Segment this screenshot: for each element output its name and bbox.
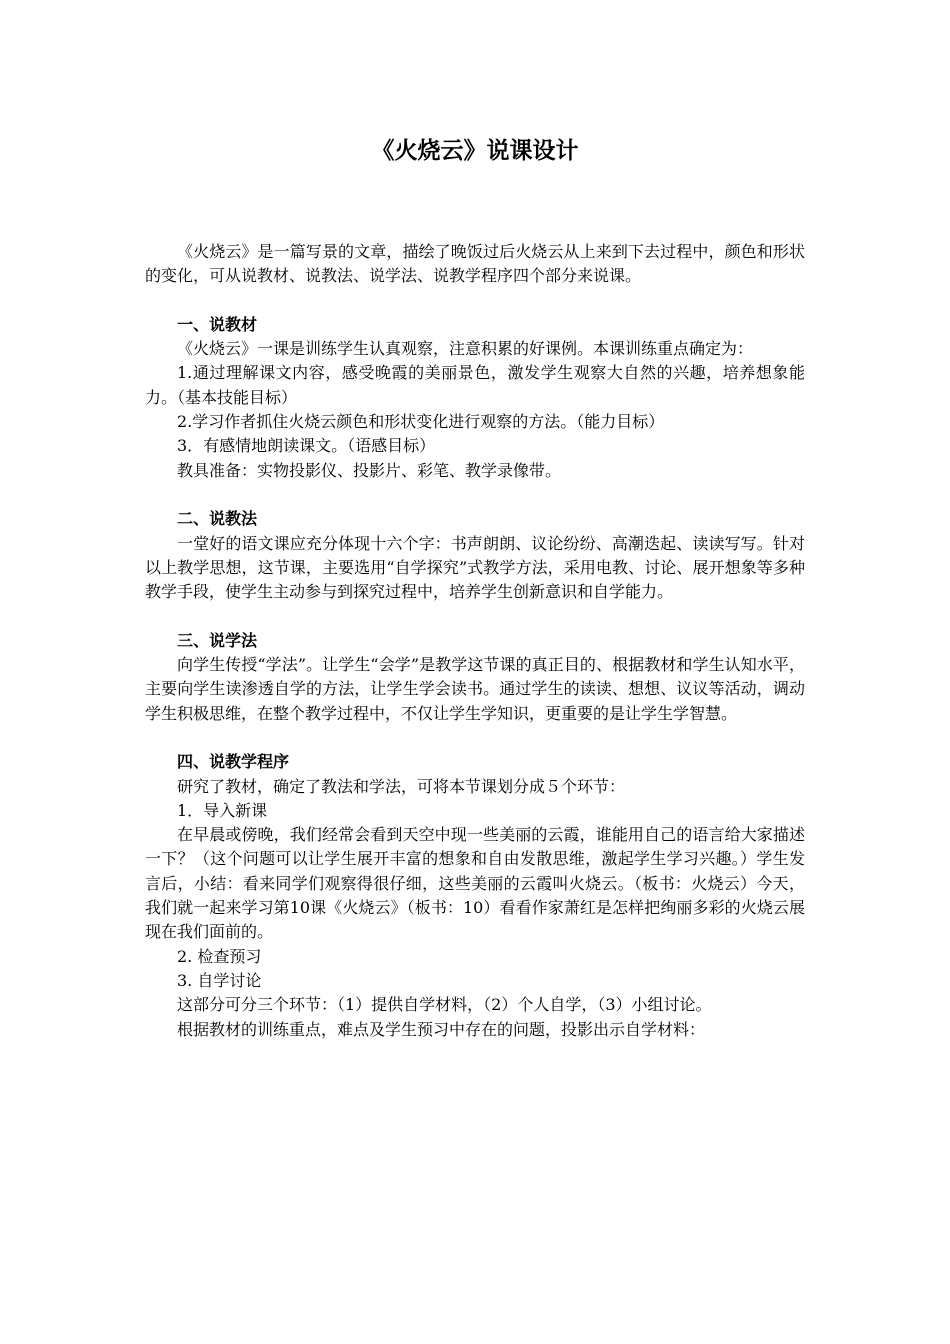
paragraph: 3．有感情地朗读课文。（语感目标） <box>177 436 436 456</box>
paragraph: 2.学习作者抓住火烧云颜色和形状变化进行观察的方法。（能力目标） <box>177 412 665 432</box>
section-heading-textbook: 一、说教材 <box>177 314 258 334</box>
section-heading-teaching-method: 二、说教法 <box>177 509 258 529</box>
paragraph: 研究了教材，确定了教法和学法，可将本节课划分成５个环节： <box>177 776 626 796</box>
section-heading-procedure: 四、说教学程序 <box>177 752 290 772</box>
paragraph: 在早晨或傍晚，我们经常会看到天空中现一些美丽的云霞，谁能用自己的语言给大家描述一下？（这个问题可以让学生展开丰富的想象和自由发散思维，激起学生学习兴趣。）学生发言后，小结：看来同学们观察得很仔细，这些美丽的云霞叫火烧云。（板书：火烧云）今天，我们就一起来学习第10课《火烧云》（板书：10）看看作家萧红是怎样把绚丽多彩的火烧云展现在我们面前的。 <box>145 825 805 942</box>
paragraph: 1.通过理解课文内容，感受晚霞的美丽景色，激发学生观察大自然的兴趣，培养想象能力。（基本技能目标） <box>145 363 805 407</box>
paragraph: 1．导入新课 <box>177 800 268 820</box>
document-title: 《火烧云》说课设计 <box>371 138 579 164</box>
spacer <box>145 604 805 628</box>
spacer <box>145 726 805 750</box>
paragraph: 《火烧云》一课是训练学生认真观察，注意积累的好课例。本课训练重点确定为： <box>177 339 754 359</box>
paragraph: 一堂好的语文课应充分体现十六个字：书声朗朗、议论纷纷、高潮迭起、读读写写。针对以上教学思想，这节课，主要选用“自学探究”式教学方法，采用电教、讨论、展开想象等多种教学手段，使学生主动参与到探究过程中，培养学生创新意识和自学能力。 <box>145 533 805 602</box>
paragraph: 根据教材的训练重点，难点及学生预习中存在的问题，投影出示自学材料： <box>177 1019 706 1039</box>
spacer <box>145 289 805 313</box>
section-heading-learning-method: 三、说学法 <box>177 630 258 650</box>
paragraph: 2. 检查预习 <box>177 946 262 966</box>
paragraph: 这部分可分三个环节：（1）提供自学材料，（2）个人自学，（3）小组讨论。 <box>177 995 712 1015</box>
spacer <box>145 483 805 507</box>
paragraph: 向学生传授“学法”。让学生“会学”是教学这节课的真正目的、根据教材和学生认知水平，主要向学生读渗透自学的方法，让学生学会读书。通过学生的读读、想想、议议等活动，调动学生积极思维，在整个教学过程中，不仅让学生学知识，更重要的是让学生学智慧。 <box>145 655 805 723</box>
paragraph: 3. 自学讨论 <box>177 970 262 990</box>
paragraph: 教具准备：实物投影仪、投影片、彩笔、教学录像带。 <box>177 460 562 480</box>
intro-paragraph: 《火烧云》是一篇写景的文章，描绘了晚饭过后火烧云从上来到下去过程中，颜色和形状的变化，可从说教材、说教法、说学法、说教学程序四个部分来说课。 <box>145 242 805 286</box>
document-body <box>145 240 805 1042</box>
